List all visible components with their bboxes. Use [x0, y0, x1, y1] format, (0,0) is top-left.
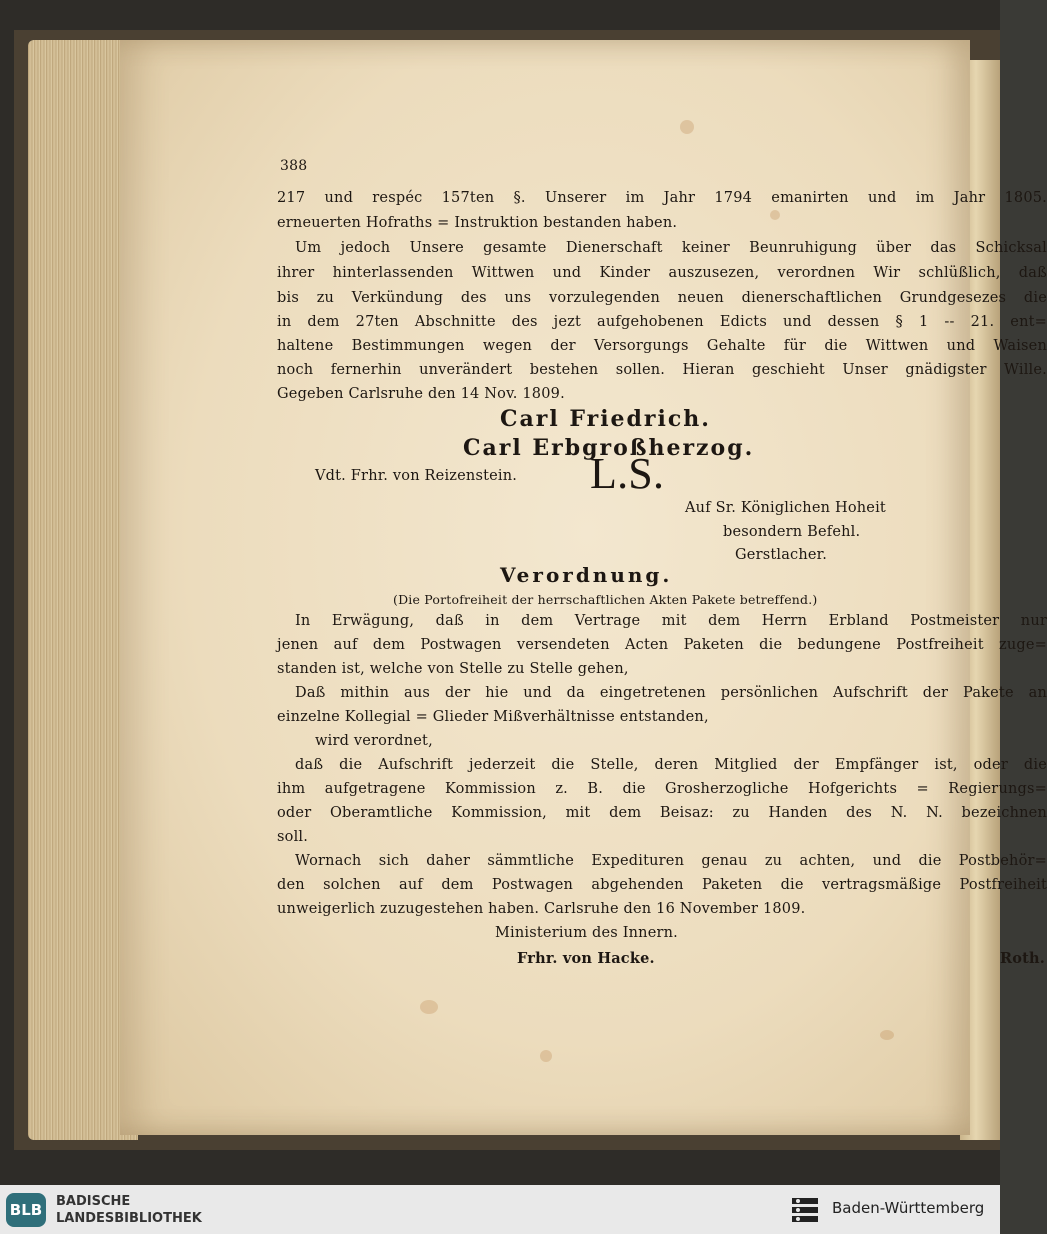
- signature-carl-friedrich: Carl Friedrich.: [500, 406, 711, 432]
- text-line: unweigerlich zuzugestehen haben. Carlsruhe den 16 November 1809.: [277, 901, 806, 917]
- locus-sigilli: L.S.: [590, 449, 665, 498]
- vdt-line: Vdt. Frhr. von Reizenstein.: [315, 468, 518, 484]
- by-order-line: Auf Sr. Königlichen Hoheit: [685, 500, 886, 516]
- text-line: den solchen auf dem Postwagen abgehenden Paketen die vertragsmäßige Postfreiheit: [277, 877, 1047, 893]
- text-line: Gegeben Carlsruhe den 14 Nov. 1809.: [277, 386, 565, 402]
- text-line: ihrer hinterlassenden Wittwen und Kinder auszusezen, verordnen Wir schlüßlich, daß: [277, 265, 1047, 281]
- text-line: haltene Bestimmungen wegen der Versorgungs Gehalte für die Wittwen und Waisen: [277, 338, 1047, 354]
- text-line: standen ist, welche von Stelle zu Stelle gehen,: [277, 661, 629, 677]
- partner-name[interactable]: Baden-Württemberg: [832, 1199, 985, 1217]
- decree-subtitle: (Die Portofreiheit der herrschaftlichen Akten Pakete betreffend.): [393, 592, 818, 607]
- text-line: wird verordnet,: [315, 733, 433, 749]
- text-line: einzelne Kollegial = Glieder Mißverhältnisse entstanden,: [277, 709, 709, 725]
- library-name-line1: BADISCHE: [56, 1194, 131, 1209]
- ministry-line: Ministerium des Innern.: [495, 925, 678, 941]
- coat-of-arms-icon: [790, 1195, 820, 1225]
- by-order-line: besondern Befehl.: [723, 524, 861, 540]
- text-line: ihm aufgetragene Kommission z. B. die Grosherzogliche Hofgerichts = Regierungs=: [277, 781, 1047, 797]
- blb-logo[interactable]: BLB: [6, 1193, 46, 1227]
- text-line: Daß mithin aus der hie und da eingetretenen persönlichen Aufschrift der Pakete an: [295, 685, 1047, 701]
- page-number: 388: [280, 158, 308, 174]
- text-line: bis zu Verkündung des uns vorzulegenden neuen dienerschaftlichen Grundgesezes die: [277, 290, 1047, 306]
- signature-erbgrossherzog: Carl Erbgroßherzog.: [463, 435, 755, 461]
- text-line: 217 und respéc 157ten §. Unserer im Jahr 1794 emanirten und im Jahr 1805.: [277, 190, 1047, 206]
- text-line: jenen auf dem Postwagen versendeten Acten Paketen die bedungene Postfreiheit zuge=: [277, 637, 1047, 653]
- text-line: In Erwägung, daß in dem Vertrage mit dem Herrn Erbland Postmeister nur: [295, 613, 1047, 629]
- library-name-line2: LANDESBIBLIOTHEK: [56, 1211, 202, 1226]
- text-line: erneuerten Hofraths = Instruktion bestanden haben.: [277, 215, 678, 231]
- library-name[interactable]: [56, 1193, 202, 1227]
- decree-title: Verordnung.: [500, 563, 673, 587]
- text-line: Wornach sich daher sämmtliche Expedituren genau zu achten, und die Postbehör=: [295, 853, 1047, 869]
- text-line: noch fernerhin unverändert bestehen sollen. Hieran geschieht Unser gnädigster Wille.: [277, 362, 1047, 378]
- text-line: soll.: [277, 829, 309, 845]
- by-order-signature: Gerstlacher.: [735, 547, 828, 563]
- text-line: Um jedoch Unsere gesamte Dienerschaft keiner Beunruhigung über das Schicksal: [295, 240, 1047, 256]
- text-line: oder Oberamtliche Kommission, mit dem Beisaz: zu Handen des N. N. bezeichnen: [277, 805, 1047, 821]
- footer-bar: [0, 1185, 1000, 1234]
- signature-hacke: Frhr. von Hacke.: [517, 950, 655, 967]
- text-line: daß die Aufschrift jederzeit die Stelle, deren Mitglied der Empfänger ist, oder die: [295, 757, 1047, 773]
- text-line: in dem 27ten Abschnitte des jezt aufgehobenen Edicts und dessen § 1 -- 21. ent=: [277, 314, 1047, 330]
- signature-roth: Roth.: [1000, 950, 1046, 967]
